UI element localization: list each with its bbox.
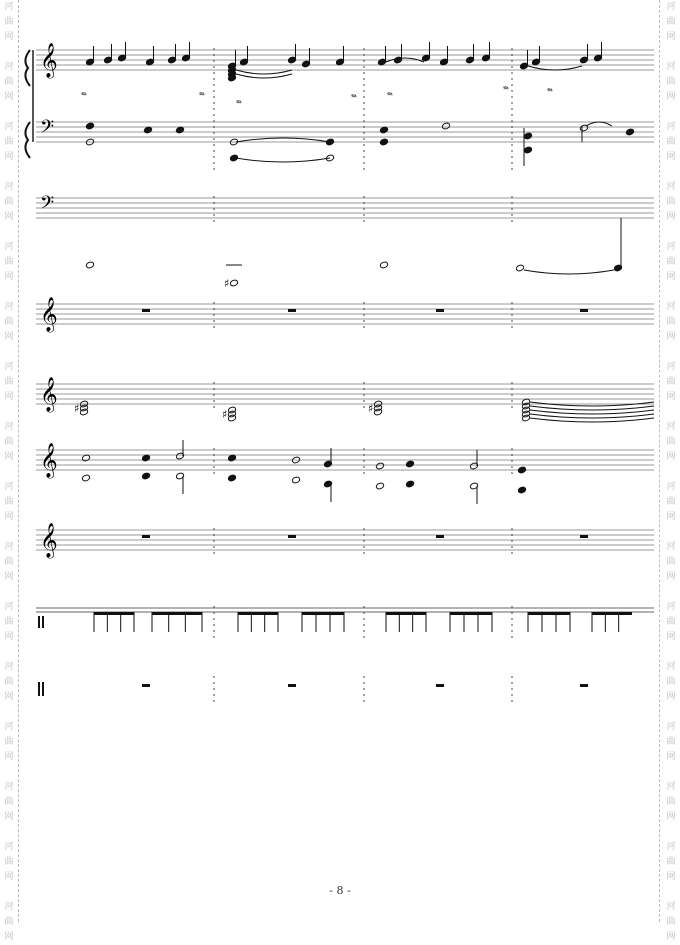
note-head — [230, 279, 239, 287]
watermark-char: 网 — [666, 692, 676, 702]
watermark-char: 网 — [666, 32, 676, 42]
note-head — [376, 462, 385, 470]
tie — [530, 410, 654, 414]
watermark-char: 网 — [666, 92, 676, 102]
sharp-sign: ♯ — [222, 408, 228, 421]
watermark-char: 曲 — [666, 197, 676, 207]
note-head — [82, 454, 91, 462]
watermark-char: 网 — [666, 872, 676, 882]
watermark-char: 曲 — [4, 17, 14, 27]
watermark-char: 河 — [666, 842, 676, 852]
watermark-char: 曲 — [666, 857, 676, 867]
note-head — [518, 486, 527, 494]
tie — [524, 270, 614, 274]
note-head — [82, 474, 91, 482]
watermark-char: 河 — [4, 422, 14, 432]
whole-rest — [142, 535, 150, 538]
watermark-char: 曲 — [666, 737, 676, 747]
note-head — [292, 476, 301, 484]
watermark-char: 河 — [4, 842, 14, 852]
watermark-char: 网 — [666, 632, 676, 642]
watermark-char: 河 — [4, 662, 14, 672]
note-head — [144, 126, 153, 134]
watermark-char: 曲 — [4, 617, 14, 627]
watermark-char: 网 — [666, 572, 676, 582]
beam — [528, 612, 570, 615]
note-head — [142, 454, 151, 462]
note-head — [228, 474, 237, 482]
watermark-char: 曲 — [666, 617, 676, 627]
tie — [236, 158, 330, 162]
watermark-char: 网 — [666, 812, 676, 822]
watermark-char: 河 — [666, 602, 676, 612]
watermark-char: 曲 — [666, 437, 676, 447]
whole-rest — [580, 684, 588, 687]
whole-rest — [580, 309, 588, 312]
tie — [236, 74, 292, 78]
tie — [530, 418, 654, 422]
watermark-char: 网 — [4, 932, 14, 942]
pedal-marking: 𝆮 — [546, 87, 552, 97]
watermark-char: 河 — [4, 782, 14, 792]
treble-clef: 𝄞 — [40, 377, 58, 412]
watermark-char: 曲 — [4, 197, 14, 207]
beam — [238, 612, 278, 615]
beam — [302, 612, 344, 615]
watermark-char: 河 — [4, 242, 14, 252]
note-head — [380, 261, 389, 269]
tie — [528, 66, 582, 70]
note-head — [406, 480, 415, 488]
watermark-char: 曲 — [4, 917, 14, 927]
note-head — [86, 122, 95, 130]
watermark-char: 曲 — [4, 497, 14, 507]
watermark-char: 曲 — [4, 677, 14, 687]
watermark-char: 网 — [666, 512, 676, 522]
note-head — [524, 146, 533, 154]
watermark-char: 曲 — [666, 137, 676, 147]
watermark-char: 河 — [4, 302, 14, 312]
note-head — [142, 472, 151, 480]
watermark-char: 网 — [4, 692, 14, 702]
watermark-char: 网 — [4, 812, 14, 822]
watermark-char: 网 — [4, 452, 14, 462]
watermark-char: 网 — [666, 152, 676, 162]
watermark-char: 网 — [4, 572, 14, 582]
watermark-char: 曲 — [4, 737, 14, 747]
watermark-char: 河 — [4, 602, 14, 612]
watermark-char: 河 — [666, 482, 676, 492]
pedal-marking: 𝆮 — [80, 91, 86, 101]
percussion-clef — [38, 616, 40, 628]
watermark-char: 河 — [4, 482, 14, 492]
watermark-char: 曲 — [4, 137, 14, 147]
watermark-char: 网 — [4, 212, 14, 222]
watermark-char: 曲 — [666, 557, 676, 567]
sharp-sign: ♯ — [368, 402, 374, 415]
watermark-char: 曲 — [4, 77, 14, 87]
watermark-char: 网 — [4, 152, 14, 162]
watermark-char: 河 — [4, 902, 14, 912]
tie — [530, 414, 654, 418]
percussion-clef — [42, 616, 44, 628]
watermark-char: 河 — [666, 302, 676, 312]
watermark-char: 曲 — [666, 377, 676, 387]
percussion-clef — [38, 682, 40, 696]
note-head — [376, 482, 385, 490]
pedal-marking: 𝆮 — [198, 91, 204, 101]
watermark-char: 曲 — [666, 17, 676, 27]
watermark-char: 河 — [4, 722, 14, 732]
bass-clef: 𝄢 — [40, 193, 55, 218]
pedal-marking: 𝆮 — [502, 85, 508, 95]
watermark-char: 河 — [666, 2, 676, 12]
piano-brace-bottom — [25, 122, 30, 158]
watermark-char: 曲 — [4, 557, 14, 567]
watermark-char: 曲 — [4, 797, 14, 807]
watermark-char: 河 — [4, 182, 14, 192]
beam — [386, 612, 426, 615]
pedal-marking: 𝆮 — [386, 91, 392, 101]
watermark-char: 网 — [666, 752, 676, 762]
whole-rest — [288, 535, 296, 538]
watermark-char: 曲 — [4, 857, 14, 867]
watermark-char: 网 — [666, 932, 676, 942]
note-head — [442, 122, 451, 130]
tie — [236, 138, 330, 142]
watermark-char: 河 — [666, 362, 676, 372]
watermark-char: 河 — [666, 422, 676, 432]
watermark-char: 河 — [666, 122, 676, 132]
pedal-marking: 𝆮 — [350, 93, 356, 103]
note-head — [406, 460, 415, 468]
watermark-char: 网 — [666, 452, 676, 462]
note-head — [516, 264, 525, 272]
whole-rest — [436, 535, 444, 538]
tie — [236, 70, 292, 74]
whole-rest — [142, 309, 150, 312]
watermark-char: 曲 — [666, 317, 676, 327]
beam — [94, 612, 134, 615]
watermark-char: 河 — [666, 62, 676, 72]
watermark-char: 河 — [666, 782, 676, 792]
watermark-char: 曲 — [666, 797, 676, 807]
watermark-char: 网 — [4, 872, 14, 882]
beam — [592, 612, 632, 615]
watermark-char: 网 — [666, 392, 676, 402]
treble-clef: 𝄞 — [40, 297, 58, 332]
sharp-sign: ♯ — [224, 277, 230, 290]
watermark-char: 河 — [666, 902, 676, 912]
watermark-char: 河 — [4, 122, 14, 132]
watermark-char: 河 — [666, 662, 676, 672]
note-head — [380, 138, 389, 146]
watermark-char: 网 — [4, 632, 14, 642]
watermark-char: 河 — [666, 242, 676, 252]
whole-rest — [436, 684, 444, 687]
note-head — [626, 128, 635, 136]
note-head — [524, 132, 533, 140]
watermark-char: 网 — [4, 512, 14, 522]
percussion-clef — [42, 682, 44, 696]
watermark-char: 曲 — [666, 77, 676, 87]
note-head — [86, 261, 95, 269]
watermark-char: 曲 — [666, 677, 676, 687]
whole-rest — [436, 309, 444, 312]
whole-rest — [288, 684, 296, 687]
whole-rest — [288, 309, 296, 312]
watermark-char: 河 — [4, 362, 14, 372]
watermark-char: 河 — [666, 542, 676, 552]
note-head — [518, 466, 527, 474]
sharp-sign: ♯ — [74, 402, 80, 415]
beam — [152, 612, 202, 615]
beam — [450, 612, 492, 615]
whole-rest — [142, 684, 150, 687]
watermark-char: 河 — [666, 182, 676, 192]
tie — [530, 406, 654, 410]
watermark-char: 曲 — [666, 917, 676, 927]
treble-clef: 𝄞 — [40, 443, 58, 478]
watermark-char: 河 — [666, 722, 676, 732]
treble-clef: 𝄞 — [40, 523, 58, 558]
watermark-char: 网 — [4, 392, 14, 402]
watermark-char: 网 — [666, 332, 676, 342]
watermark-char: 网 — [4, 32, 14, 42]
pedal-marking: 𝆮 — [235, 99, 241, 109]
watermark-char: 曲 — [4, 377, 14, 387]
watermark-char: 河 — [4, 542, 14, 552]
bass-clef: 𝄢 — [40, 117, 55, 142]
note-head — [228, 454, 237, 462]
watermark-char: 网 — [666, 212, 676, 222]
watermark-char: 曲 — [666, 497, 676, 507]
piano-brace-top — [25, 50, 30, 86]
treble-clef: 𝄞 — [40, 43, 58, 78]
watermark-char: 网 — [4, 92, 14, 102]
watermark-char: 曲 — [4, 257, 14, 267]
watermark-char: 河 — [4, 62, 14, 72]
watermark-char: 网 — [4, 752, 14, 762]
watermark-char: 网 — [666, 272, 676, 282]
watermark-char: 曲 — [666, 257, 676, 267]
watermark-char: 网 — [4, 332, 14, 342]
whole-rest — [580, 535, 588, 538]
watermark-char: 河 — [4, 2, 14, 12]
note-head — [380, 126, 389, 134]
watermark-char: 网 — [4, 272, 14, 282]
watermark-char: 曲 — [4, 437, 14, 447]
page-number: - 8 - — [329, 884, 351, 897]
watermark-char: 曲 — [4, 317, 14, 327]
tie — [586, 122, 612, 126]
note-head — [176, 126, 185, 134]
